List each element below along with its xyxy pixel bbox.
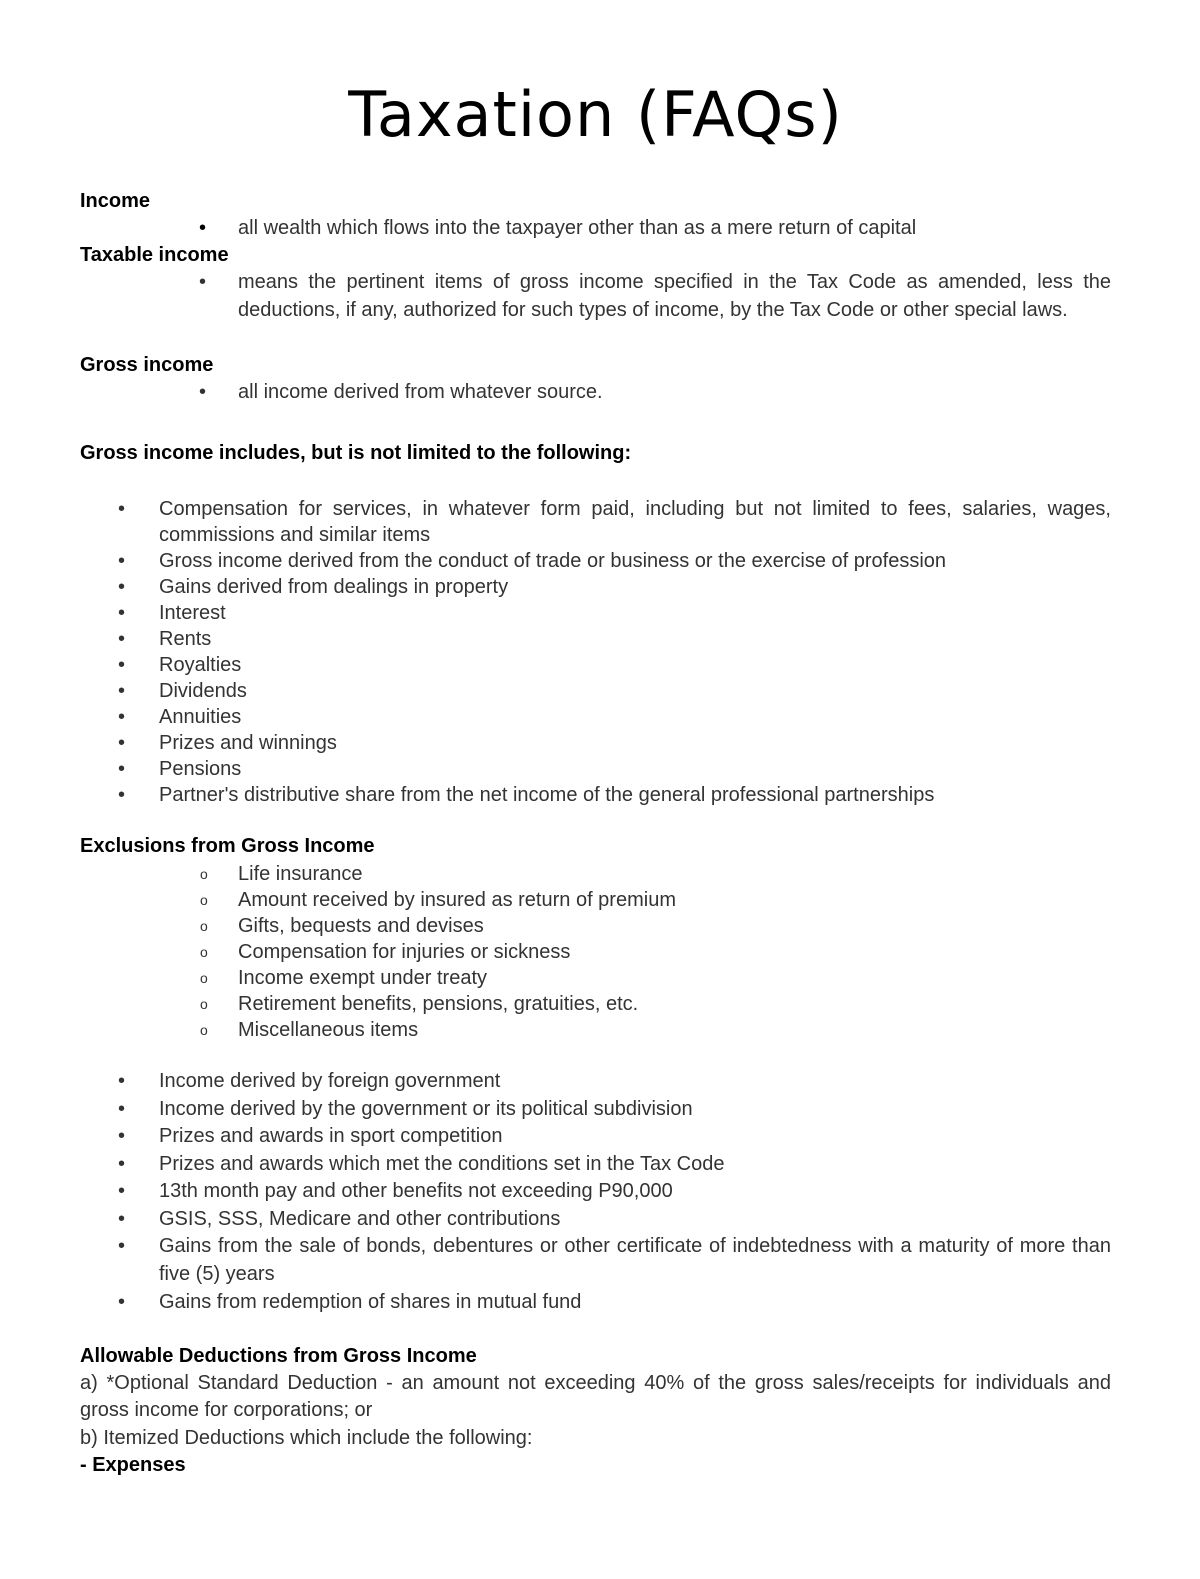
- section-taxable-income: [80, 242, 1111, 324]
- circle-bullet-icon: o: [200, 918, 208, 934]
- list-item: • GSIS, SSS, Medicare and other contributions: [80, 1206, 1111, 1234]
- circle-bullet-icon: o: [200, 996, 208, 1012]
- bullet-icon: •: [118, 1235, 126, 1257]
- bullet-icon: •: [199, 217, 207, 239]
- list-item: • Rents: [118, 628, 212, 650]
- section-deductions: [80, 1343, 1111, 1479]
- list-item: • means the pertinent items of gross income specified in the Tax Code as amended, less the deductions, if any, authorized for such types of income, by the Tax Code or other special laws.: [199, 271, 1111, 321]
- list-item: • Gains from the sale of bonds, debentures or other certificate of indebtedness with a maturity of more than five (5) years: [118, 1235, 1111, 1285]
- bullet-icon: •: [118, 784, 126, 806]
- section-heading: Gross income: [80, 354, 214, 376]
- circle-bullet-icon: o: [200, 1022, 208, 1038]
- list-item: • Interest: [118, 602, 226, 624]
- bullet-list: [80, 269, 1111, 324]
- deduction-option-a: a) *Optional Standard Deduction - an amount not exceeding 40% of the gross sales/receipts for individuals and gross income for corporations; or: [80, 1372, 1111, 1421]
- section-heading-exclusions: Exclusions from Gross Income: [80, 835, 375, 857]
- list-item: • Pensions: [118, 758, 242, 780]
- list-item: • Gains from redemption of shares in mutual fund: [80, 1288, 1111, 1317]
- exclusions-sub-list: [80, 861, 1111, 1043]
- section-heading-gross-includes: Gross income includes, but is not limited to the following:: [80, 442, 632, 464]
- list-item: o Amount received by insured as return of premium: [200, 889, 676, 911]
- list-item: o Miscellaneous items: [200, 1019, 419, 1041]
- list-item: o Compensation for injuries or sickness: [200, 941, 571, 963]
- list-item: • Income derived by the government or its political subdivision: [80, 1096, 1111, 1124]
- list-item: o Retirement benefits, pensions, gratuities, etc.: [200, 993, 639, 1015]
- bullet-icon: •: [118, 602, 126, 624]
- bullet-list: [80, 379, 1111, 405]
- circle-bullet-icon: o: [200, 866, 208, 882]
- gross-includes-list: [80, 496, 1111, 808]
- bullet-icon: •: [118, 550, 126, 572]
- section-income: [80, 188, 1111, 241]
- bullet-icon: •: [118, 1207, 126, 1230]
- list-item: • 13th month pay and other benefits not exceeding P90,000: [80, 1178, 1111, 1206]
- bullet-icon: •: [118, 1291, 126, 1313]
- expenses-heading: - Expenses: [80, 1454, 186, 1476]
- bullet-icon: •: [118, 758, 126, 780]
- list-item: • all income derived from whatever source.: [199, 381, 603, 403]
- exclusions-list: [80, 1068, 1111, 1317]
- bullet-icon: •: [118, 576, 126, 598]
- bullet-icon: •: [118, 1070, 126, 1092]
- section-heading: Allowable Deductions from Gross Income: [80, 1345, 477, 1367]
- list-item: • Royalties: [118, 654, 242, 676]
- bullet-icon: •: [199, 271, 207, 293]
- bullet-icon: •: [118, 1152, 126, 1175]
- bullet-icon: •: [118, 732, 126, 754]
- list-item: • Gross income derived from the conduct of trade or business or the exercise of profession: [118, 550, 947, 572]
- bullet-icon: •: [118, 1097, 126, 1120]
- circle-bullet-icon: o: [200, 892, 208, 908]
- list-item: • Income derived by foreign government: [80, 1068, 1111, 1096]
- list-item: • Partner's distributive share from the net income of the general professional partnerships: [118, 784, 935, 806]
- bullet-icon: •: [118, 654, 126, 676]
- bullet-icon: •: [118, 706, 126, 728]
- list-item: o Life insurance: [200, 863, 363, 885]
- section-gross-income: [80, 352, 1111, 405]
- list-item: • Dividends: [118, 680, 247, 702]
- list-item: • Compensation for services, in whatever form paid, including but not limited to fees, salaries, wages, commissions and similar items: [118, 498, 1111, 546]
- section-heading: Taxable income: [80, 244, 229, 266]
- page-title: Taxation (FAQs): [348, 78, 843, 151]
- bullet-icon: •: [118, 498, 126, 520]
- list-item: o Income exempt under treaty: [200, 967, 488, 989]
- bullet-list: [80, 215, 1111, 241]
- bullet-icon: •: [118, 1180, 126, 1202]
- bullet-icon: •: [118, 680, 126, 702]
- list-item: • all wealth which flows into the taxpayer other than as a mere return of capital: [199, 217, 917, 239]
- bullet-icon: •: [118, 628, 126, 650]
- list-item: • Prizes and winnings: [118, 732, 337, 754]
- deduction-option-b: b) Itemized Deductions which include the following:: [80, 1427, 533, 1449]
- list-item: • Annuities: [118, 706, 242, 728]
- circle-bullet-icon: o: [200, 970, 208, 986]
- list-item: • Gains derived from dealings in property: [118, 576, 509, 598]
- bullet-icon: •: [118, 1125, 126, 1147]
- list-item: • Prizes and awards in sport competition: [80, 1123, 1111, 1151]
- list-item: o Gifts, bequests and devises: [200, 915, 484, 937]
- bullet-icon: •: [199, 381, 207, 403]
- circle-bullet-icon: o: [200, 944, 208, 960]
- section-heading: Income: [80, 190, 151, 212]
- list-item: • Prizes and awards which met the conditions set in the Tax Code: [80, 1151, 1111, 1179]
